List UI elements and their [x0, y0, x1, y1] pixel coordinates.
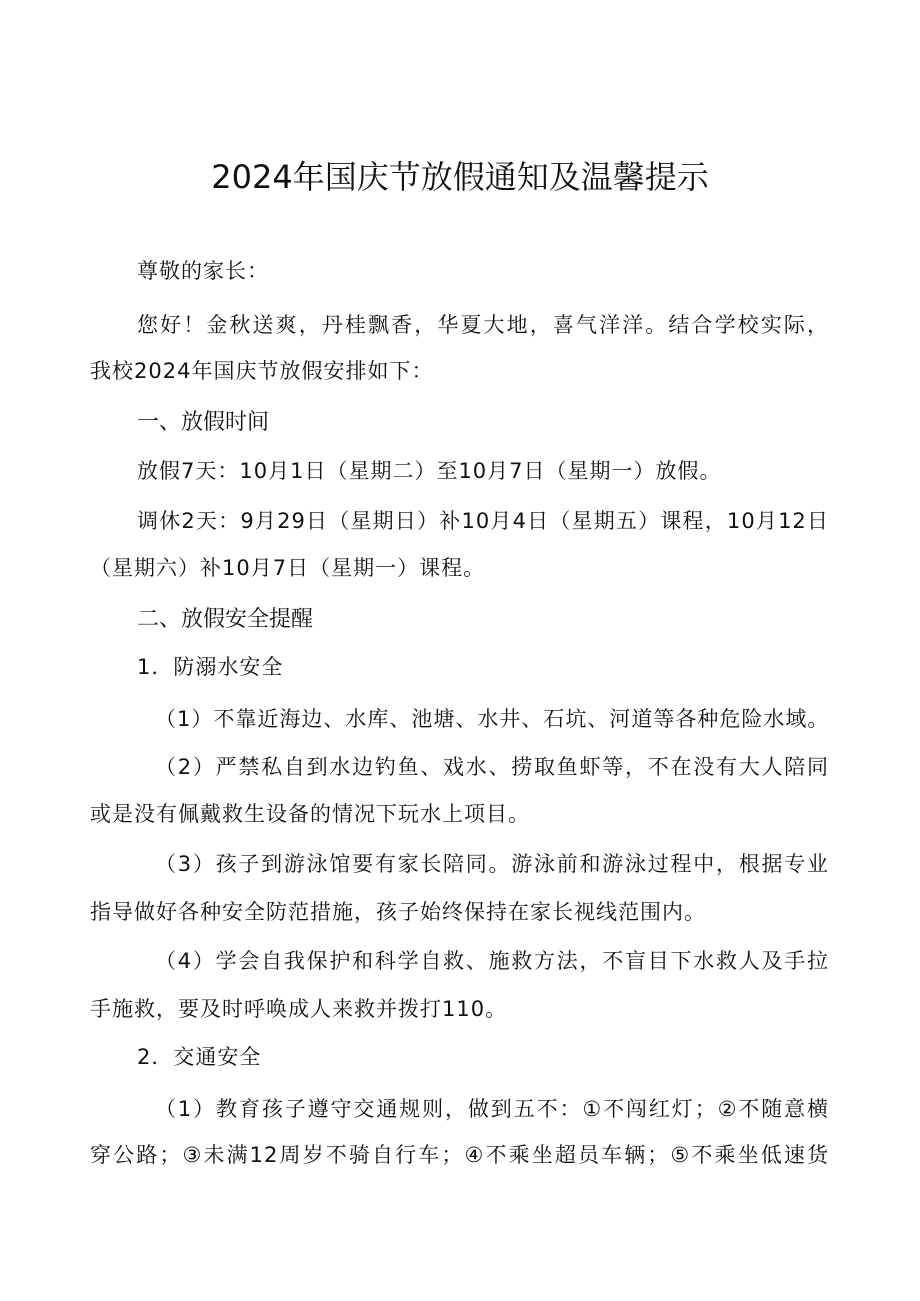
section-heading: 二、放假安全提醒: [137, 607, 314, 632]
document-title: 2024年国庆节放假通知及温馨提示: [211, 158, 709, 196]
salutation: 尊敬的家长：: [137, 259, 269, 283]
paragraph-line: 放假7天：10月1日（星期二）至10月7日（星期一）放假。: [137, 459, 722, 483]
list-item: （1）不靠近海边、水库、池塘、水井、石坑、河道等各种危险水域。: [155, 707, 830, 731]
subsection-heading: 2．交通安全: [137, 1045, 262, 1069]
paragraph-line: 调休2天：9月29日（星期日）补10月4日（星期五）课程，10月12日: [137, 509, 829, 533]
list-item: （3）孩子到游泳馆要有家长陪同。游泳前和游泳过程中，根据专业: [155, 852, 829, 876]
list-item-continuation: 或是没有佩戴救生设备的情况下玩水上项目。: [90, 802, 530, 826]
paragraph-line: 您好！金秋送爽，丹桂飘香，华夏大地，喜气洋洋。结合学校实际，: [137, 313, 829, 337]
list-item: （2）严禁私自到水边钓鱼、戏水、捞取鱼虾等，不在没有大人陪同: [155, 755, 829, 779]
paragraph-line: 我校2024年国庆节放假安排如下：: [90, 359, 434, 383]
list-item: （1）教育孩子遵守交通规则，做到五不：①不闯红灯；②不随意横: [155, 1097, 829, 1121]
subsection-heading: 1．防溺水安全: [137, 655, 284, 679]
list-item-continuation: 手施救，要及时呼唤成人来救并拨打110。: [90, 997, 508, 1021]
list-item-continuation: 穿公路；③未满12周岁不骑自行车；④不乘坐超员车辆；⑤不乘坐低速货: [90, 1143, 829, 1167]
paragraph-line: （星期六）补10月7日（星期一）课程。: [90, 556, 486, 580]
list-item: （4）学会自我保护和科学自救、施救方法，不盲目下水救人及手拉: [155, 949, 829, 973]
list-item-continuation: 指导做好各种安全防范措施，孩子始终保持在家长视线范围内。: [90, 900, 706, 924]
section-heading: 一、放假时间: [137, 410, 270, 435]
